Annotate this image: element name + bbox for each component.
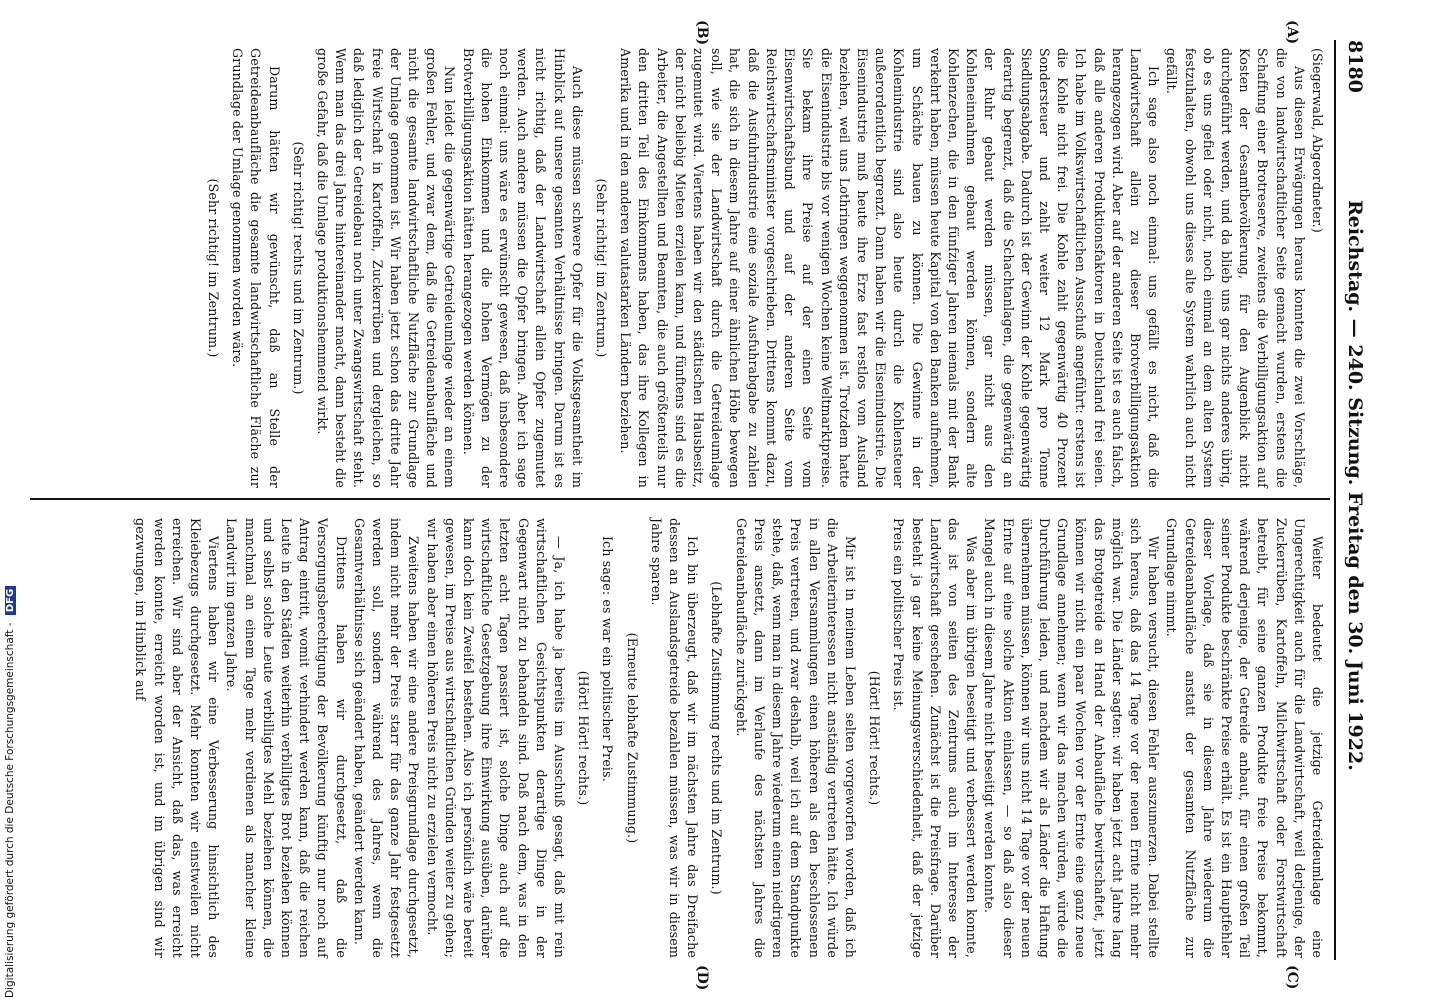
digitization-credit (4, 0, 20, 998)
credit-text: Digitalisierung gefördert durch die Deutsche Forschungsgemeinschaft - (4, 622, 16, 998)
page-number: 8180 (1344, 40, 1366, 93)
interjection: (Hört! Hört! rechts.) (867, 670, 883, 806)
paragraph: Aus diesen Erwägungen heraus konnten die zwei Vorschläge, die von landwirtschaftlicher Seite gemacht wurden, erstens die Schaffung einer Brotreserve, zweitens die Verbilligungsaktion auf Kosten der Gesamtbevölkerung, für den Augenblick nicht durchgeführt werden, und da blieb uns gar nichts anderes übrig, ob es uns gefiel oder nicht, noch einmal an dem alten System festzuhalten, obwohl uns dieses alte System wahrlich auch nicht gefällt. (1164, 48, 1307, 488)
header-rule (1334, 40, 1336, 960)
interjection: (Sehr richtig! rechts und im Zentrum.) (290, 141, 306, 395)
interjection: (Sehr richtig! im Zentrum.) (206, 178, 222, 358)
right-column (131, 518, 1326, 958)
page-title: Reichstag. — 240. Sitzung. Freitag den 30. Juni 1922. (1344, 200, 1366, 771)
speaker-label: (Siegerwald, Abgeordneter.) (1310, 48, 1325, 233)
paragraph: Ich sage also noch einmal: uns gefällt es nicht, daß die Landwirtschaft allein zu dieser Brotverbilligungsaktion herangezogen wird. Aber auf der anderen Seite ist es auch falsch, daß alle anderen Produktionsfaktoren in Deutschland frei seien. Ich habe im Volkswirtschaftlichen Ausschuß angeführt: erstens ist die Kohle nicht frei. Die Kohle zahlt gegenwärtig 40 Prozent Sondersteuer und zahlt weiter 12 Mark pro Tonne Siedlungsabgabe. Dadurch ist der Gewinn der Kohle gegenwärtig derartig begrenzt, daß die Schachtanlagen, die gegenwärtig an der Ruhr gebaut werden müssen, gar nicht aus den Kohleneinnahmen gebaut werden können, sondern alte Kohlenzechen, die in den fünfziger Jahren niemals mit der Bank verkehrt haben, müssen heute Kapital von den Banken aufnehmen, um Schächte bauen zu können. Die Gewinne in der Kohlenindustrie sind also heute durch die Kohlensteuer außerordentlich begrenzt. Dann haben wir die Eisenindustrie. Die Eisenindustrie muß heute ihre Erze fast restlos vom Ausland beziehen, weil uns Lothringen weggenommen ist. Trotzdem hatte die Eisenindustrie bis vor wenigen Wochen keine Weltmarktpreise. Sie bekam ihre Preise auf der einen Seite vom Eisenwirtschaftsbund und auf der anderen Seite vom Reichswirtschaftsminister vorgeschrieben. Drittens kommt dazu, daß die Ausfuhrindustrie eine soziale Ausfuhrabgabe zu zahlen hat, die sich in diesem Jahre auf einer ähnlichen Höhe bewegen soll, wie sie der Landwirtschaft durch die Getreideumlage zugemutet wird. Viertens haben wir den städtischen Hausbesitz, der nicht beliebig Mieten erzielen kann, und fünftens sind es die Arbeiter, die Angestellten und Beamten, die auch größtenteils nur den dritten Teil des Einkommens haben, das ihre Kollegen in Amerika und in den anderen valutastarken Ländern beziehen. (618, 48, 1162, 488)
page-header (1338, 40, 1366, 960)
margin-marker-d: (D) (694, 965, 710, 991)
dfg-logo: DFG (5, 586, 16, 615)
margin-marker-b: (B) (694, 20, 710, 46)
paragraph: Wir haben versucht, diesen Fehler auszumerzen. Dabei stellte sich heraus, daß das 14 Tage vor der neuen Ernte nicht mehr möglich war. Die Länder sagten: wir haben jetzt acht Jahre lang das Brotgetreide an Hand der Anbaufläche bewirtschaftet, jetzt können wir nicht ein paar Wochen vor der Ernte eine ganz neue Grundlage annehmen; wenn wir das machen würden, würde die Durchführung leiden, und nachdem wir als Länder die Haftung übernehmen müssen, können wir uns nicht 14 Tage vor der neuen Ernte auf eine solche Aktion einlassen, — so daß also dieser Mangel auch in diesem Jahre nicht beseitigt werden konnte. (982, 518, 1162, 958)
interjection: (Hört! Hört! rechts.) (576, 670, 592, 806)
margin-marker-a: (A) (1284, 20, 1300, 45)
left-column (198, 48, 1326, 488)
paragraph: Mir ist in meinem Leben selten vorgeworfen worden, daß ich die Arbeiterinteressen nicht anständig vertreten hätte. Ich würde in allen Versammlungen einen höheren als den beschlossenen Preis vertreten, und zwar deshalb, weil ich auf dem Standpunkte stehe, daß, wenn man in diesem Jahre wiederum einen niedrigeren Preis ansetzt, dann im Verlaufe des nächsten Jahres die Getreideanbaufläche zurückgeht. (733, 518, 858, 958)
paragraph: Darum hätten wir gewünscht, daß an Stelle der Getreideanbaufläche die gesamte landwirtschaftliche Fläche zur Grundlage der Umlage genommen worden wäre. (230, 48, 282, 488)
paragraph: Weiter bedeutet die jetzige Getreideumlage eine Ungerechtigkeit auch für die Landwirtschaft, weil derjenige, der Zuckerrüben, Kartoffeln, Milchwirtschaft oder Forstwirtschaft betreibt, für seine ganzen Produkte freie Preise bekommt, während derjenige, der Getreide anbaut, für einen großen Teil seiner Produkte beschränkte Preise erhält. Es ist ein Hauptfehler dieser Vorlage, daß sie in diesem Jahre wiederum die Getreideanbaufläche anstatt der gesamten Nutzfläche zur Grundlage nimmt. (1164, 518, 1325, 958)
paragraph: Viertens haben wir eine Verbesserung hinsichtlich des Kleiebezugs durchgesetzt. Mehr konnten wir einstweilen nicht erreichen. Wir sind aber der Ansicht, daß das, was erreicht werden konnte, erreicht worden ist, und im übrigen sind wir gezwungen, im Hinblick auf (133, 518, 222, 958)
interjection: (Lebhafte Zustimmung rechts und im Zentrum.) (709, 581, 725, 895)
paragraph: — Ja, ich habe ja bereits im Ausschuß gesagt, daß mit rein wirtschaftlichen Gesichtspunkten derartige Dinge in der Gegenwart nicht zu behandeln sind. Daß nach dem, was in den letzten acht Tagen passiert ist, solche Dinge auch auf die wirtschaftliche Gesetzgebung ihre Einwirkung ausüben, darüber kann doch kein Zweifel bestehen. Also ich persönlich wäre bereit gewesen, im Preise aus wirtschaftlichen Gründen weiter zu gehen; wir haben aber einen höheren Preis nicht zu erzielen vermocht. (424, 518, 568, 958)
paragraph: Ich sage: es war ein politischer Preis. (600, 536, 616, 782)
paragraph: Auch diese müssen schwere Opfer für die Volksgesamtheit im Hinblick auf unsere gesamten Verhältnisse bringen. Darum ist es nicht richtig, daß der Landwirtschaft allein Opfer zugemutet werden. Auch andere müssen die Opfer bringen. Aber ich sage noch einmal: uns wäre es erwünscht gewesen, daß insbesondere die hohen Einkommen und die hohen Vermögen zu der Brotverbilligungsaktion hätten herangezogen werden können. (460, 48, 585, 488)
interjection: (Erneute lebhafte Zustimmung.) (624, 632, 640, 844)
paragraph: Ich bin überzeugt, daß wir im nächsten Jahre das Dreifache dessen an Auslandsgetreide bezahlen müssen, was wir in diesem Jahre sparen. (648, 518, 701, 958)
margin-marker-c: (C) (1284, 965, 1300, 990)
paragraph: Drittens haben wir durchgesetzt, daß die Versorgungsberechtigung der Bevölkerung künftig nur noch auf Antrag eintritt, womit verhindert werden kann, daß die reichen Leute in den Städten weiterhin verbilligtes Brot beziehen können und selbst solche Leute verbilligtes Mehl beziehen können, die manchmal an einem Tage mehr verdienen als mancher kleine Landwirt im ganzen Jahre. (224, 518, 349, 958)
column-divider (30, 498, 1330, 500)
paragraph: Was aber im übrigen beseitigt und verbessert werden konnte, das ist von seiten des Zentrums auch im Interesse der Landwirtschaft geschehen. Zunächst ist die Preisfrage. Darüber besteht ja gar keine Meinungsverschiedenheit, daß der jetzige Preis ein politischer Preis ist. (891, 518, 980, 958)
paragraph: Zweitens haben wir eine andere Preisgrundlage durchgesetzt, indem nicht mehr der Preis starr für das ganze Jahr festgesetzt werden soll, sondern während des Jahres, wenn die Gesamtverhältnisse sich geändert haben, geändert werden kann. (351, 518, 422, 958)
paragraph: Nun leidet die gegenwärtige Getreideumlage wieder an einem großen Fehler, und zwar dem, daß die Getreideanbaufläche und nicht die gesamte landwirtschaftliche Nutzfläche zur Grundlage der Umlage genommen ist. Wir haben jetzt schon das dritte Jahr freie Wirtschaft in Kartoffeln, Zuckerrüben und dergleichen, so daß lediglich der Getreidebau noch unter Zwangswirtschaft steht. Wenn man das drei Jahre hintereinander macht, dann besteht die große Gefahr, daß die Umlage produktionshemmend wirkt. (315, 48, 458, 488)
interjection: (Sehr richtig! im Zentrum.) (594, 178, 610, 358)
